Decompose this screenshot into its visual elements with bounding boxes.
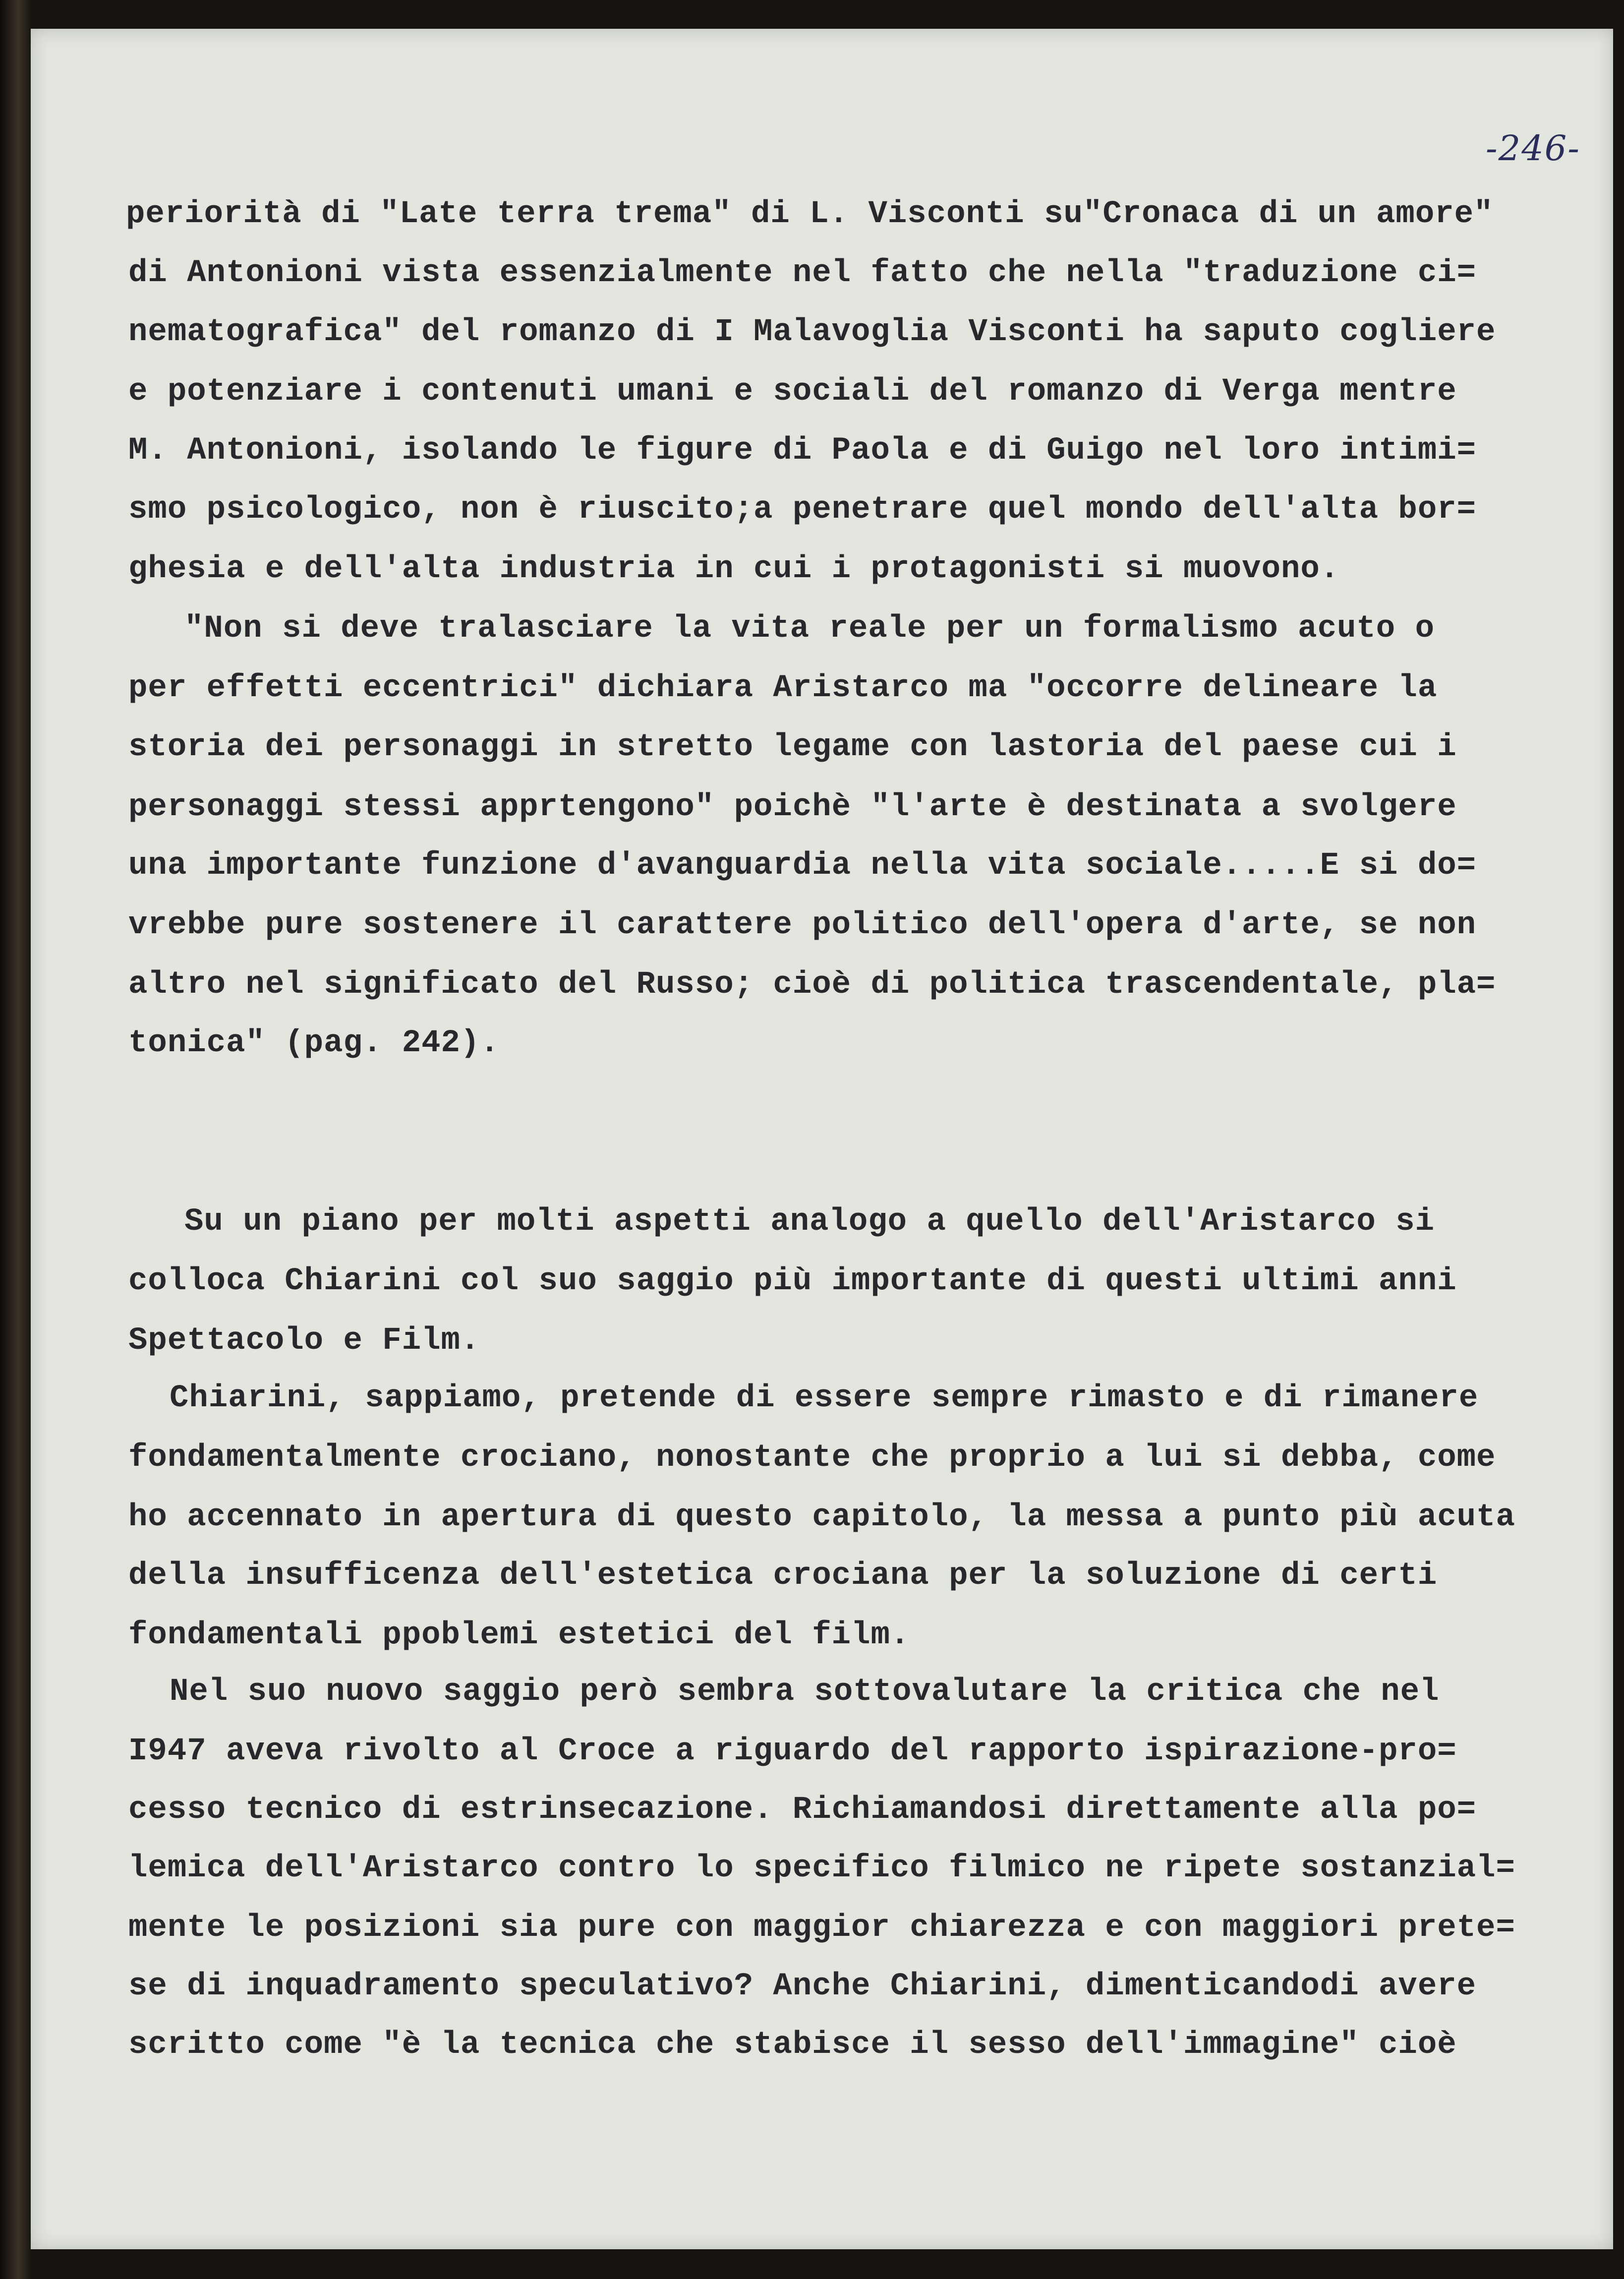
binder-edge [0, 0, 31, 2279]
text-line: vrebbe pure sostenere il carattere politico dell'opera d'arte, se non [128, 907, 1477, 943]
text-line: colloca Chiarini col suo saggio più importante di questi ultimi anni [128, 1263, 1457, 1299]
text-line: se di inquadramento speculativo? Anche Chiarini, dimenticandodi avere [128, 1969, 1477, 2004]
text-line: della insufficenza dell'estetica crociana per la soluzione di certi [128, 1558, 1438, 1594]
text-line: I947 aveva rivolto al Croce a riguardo del rapporto ispirazione-pro= [128, 1734, 1457, 1769]
text-line: di Antonioni vista essenzialmente nel fatto che nella "traduzione ci= [128, 255, 1477, 291]
text-line: Spettacolo e Film. [128, 1323, 480, 1359]
text-line: smo psicologico, non è riuscito;a penetrare quel mondo dell'alta bor= [128, 492, 1477, 528]
text-line: per effetti eccentrici" dichiara Aristarco ma "occorre delineare la [128, 670, 1438, 706]
text-line: storia dei personaggi in stretto legame con lastoria del paese cui i [128, 729, 1457, 765]
text-line: ho accennato in apertura di questo capitolo, la messa a punto più acuta [128, 1499, 1515, 1535]
text-line: lemica dell'Aristarco contro lo specifico filmico ne ripete sostanzial= [128, 1851, 1515, 1886]
text-line: Nel suo nuovo saggio però sembra sottovalutare la critica che nel [170, 1674, 1440, 1710]
text-line: periorità di "Late terra trema" di L. Visconti su"Cronaca di un amore" [126, 196, 1494, 232]
typewritten-page [31, 29, 1613, 2249]
text-line: altro nel significato del Russo; cioè di politica trascendentale, pla= [128, 967, 1496, 1003]
text-line: e potenziare i contenuti umani e sociali del romanzo di Verga mentre [128, 374, 1457, 410]
text-line: personaggi stessi apprtengono" poichè "l'arte è destinata a svolgere [128, 789, 1457, 825]
text-line: ghesia e dell'alta industria in cui i protagonisti si muovono. [128, 551, 1340, 587]
text-line: Chiarini, sappiamo, pretende di essere sempre rimasto e di rimanere [170, 1380, 1479, 1416]
text-line: fondamentali ppoblemi estetici del film. [128, 1618, 910, 1653]
text-line: cesso tecnico di estrinsecazione. Richiamandosi direttamente alla po= [128, 1792, 1477, 1828]
page-number: -246- [1486, 128, 1580, 169]
text-line: fondamentalmente crociano, nonostante che proprio a lui si debba, come [128, 1440, 1496, 1476]
text-line: mente le posizioni sia pure con maggior chiarezza e con maggiori prete= [128, 1910, 1515, 1946]
text-line: M. Antonioni, isolando le figure di Paola e di Guigo nel loro intimi= [128, 433, 1477, 469]
text-line: una importante funzione d'avanguardia nella vita sociale.....E si do= [128, 848, 1477, 884]
text-line: nematografica" del romanzo di I Malavoglia Visconti ha saputo cogliere [128, 314, 1496, 350]
text-line: "Non si deve tralasciare la vita reale per un formalismo acuto o [184, 611, 1435, 647]
text-line: Su un piano per molti aspetti analogo a quello dell'Aristarco si [184, 1204, 1435, 1240]
text-line: tonica" (pag. 242). [128, 1025, 500, 1061]
text-line: scritto come "è la tecnica che stabisce il sesso dell'immagine" cioè [128, 2027, 1457, 2063]
